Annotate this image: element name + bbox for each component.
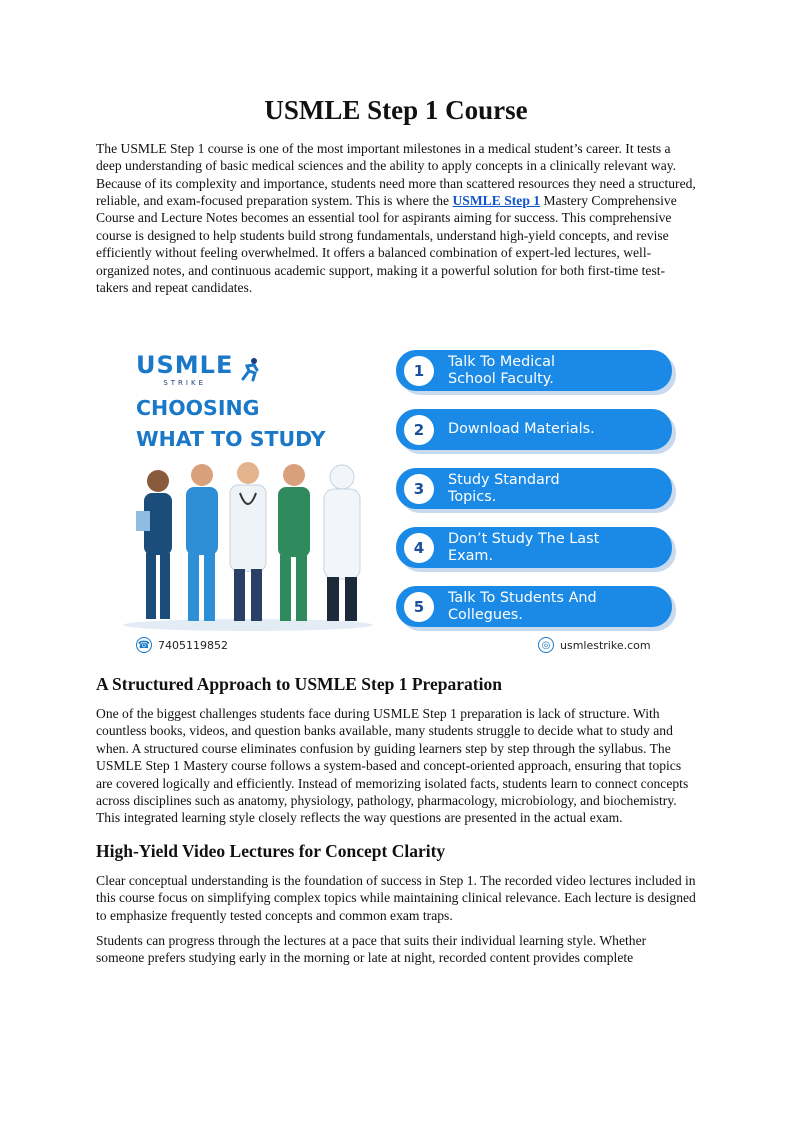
- step-1: 1 Talk To Medical School Faculty.: [396, 350, 672, 391]
- step-3: 3 Study Standard Topics.: [396, 468, 672, 509]
- page-title: USMLE Step 1 Course: [264, 95, 528, 125]
- steps-list: [396, 350, 672, 645]
- runner-icon: [237, 357, 263, 383]
- choosing-what-to-study-banner: [114, 335, 680, 665]
- phone-icon: ☎: [136, 637, 152, 653]
- globe-icon: ◎: [538, 637, 554, 653]
- section2-paragraph2: Students can progress through the lectures at a pace that suits their individual learning style. Whether someone prefers studying early in the morning or late at night, recorded content provides complete: [96, 933, 647, 966]
- doctor-figure-3: [230, 462, 266, 621]
- intro-section: [96, 96, 696, 304]
- banner-title: CHOOSING WHAT TO STUDY: [136, 396, 326, 451]
- section2-heading: High-Yield Video Lectures for Concept Clarity: [96, 840, 446, 861]
- step-2: 2 Download Materials.: [396, 409, 672, 450]
- nurse-figure-1: [136, 470, 172, 619]
- section1-paragraph: One of the biggest challenges students face during USMLE Step 1 preparation is lack of structure. With countless books, videos, and question banks available, many students struggle to decide what to study and when. A structured course eliminates confusion by guiding learners step by step through the syllabus. The USMLE Step 1 Mastery course follows a system-based and concept-oriented approach, ensuring that topics are covered logically and efficiently. Instead of memorizing isolated facts, students learn to connect concepts across disciplines such as anatomy, physiology, pathology, pharmacology, microbiology, and biochemistry. This integrated learning style closely reflects the way questions are presented in the actual exam.: [96, 706, 689, 826]
- step-5: 5 Talk To Students And Collegues.: [396, 586, 672, 627]
- section2-paragraph1: Clear conceptual understanding is the foundation of success in Step 1. The recorded video lectures included in this course focus on simplifying complex topics while maintaining clinical relevance. Each lecture is designed to emphasize frequently tested concepts and common exam traps.: [96, 872, 696, 923]
- website-contact: ◎ usmlestrike.com: [538, 637, 651, 653]
- doctor-figure-2: [186, 464, 218, 621]
- section1-heading: A Structured Approach to USMLE Step 1 Preparation: [96, 674, 502, 694]
- usmle-strike-logo: USMLE STRIKE: [136, 353, 263, 387]
- intro-paragraph: The USMLE Step 1 course is one of the most important milestones in a medical student’s career. It tests a deep understanding of basic medical sciences and the ability to apply concepts in a clinically relevant way. Because of its complexity and importance, students need more than scattered resources they need a structured, reliable, and exam-focused preparation system. This is where the USMLE Step 1 Mastery Comprehensive Course and Lecture Notes becomes an essential tool for aspirants aiming for success. This comprehensive course is designed to help students build strong fundamentals, understand high-yield concepts, and revise efficiently without feeling overwhelmed. It offers a balanced combination of expert-led lectures, well-organized notes, and continuous academic support, making it a powerful solution for both first-time test-takers and repeat candidates.: [96, 140, 696, 295]
- hazmat-figure-5: [324, 465, 360, 621]
- surgeon-figure-4: [278, 464, 310, 621]
- medical-staff-illustration: [118, 453, 378, 633]
- phone-contact: ☎ 7405119852: [137, 638, 228, 652]
- usmle-step1-link[interactable]: USMLE Step 1: [452, 192, 541, 208]
- step-4: 4 Don’t Study The Last Exam.: [396, 527, 672, 568]
- body-sections: [96, 674, 696, 975]
